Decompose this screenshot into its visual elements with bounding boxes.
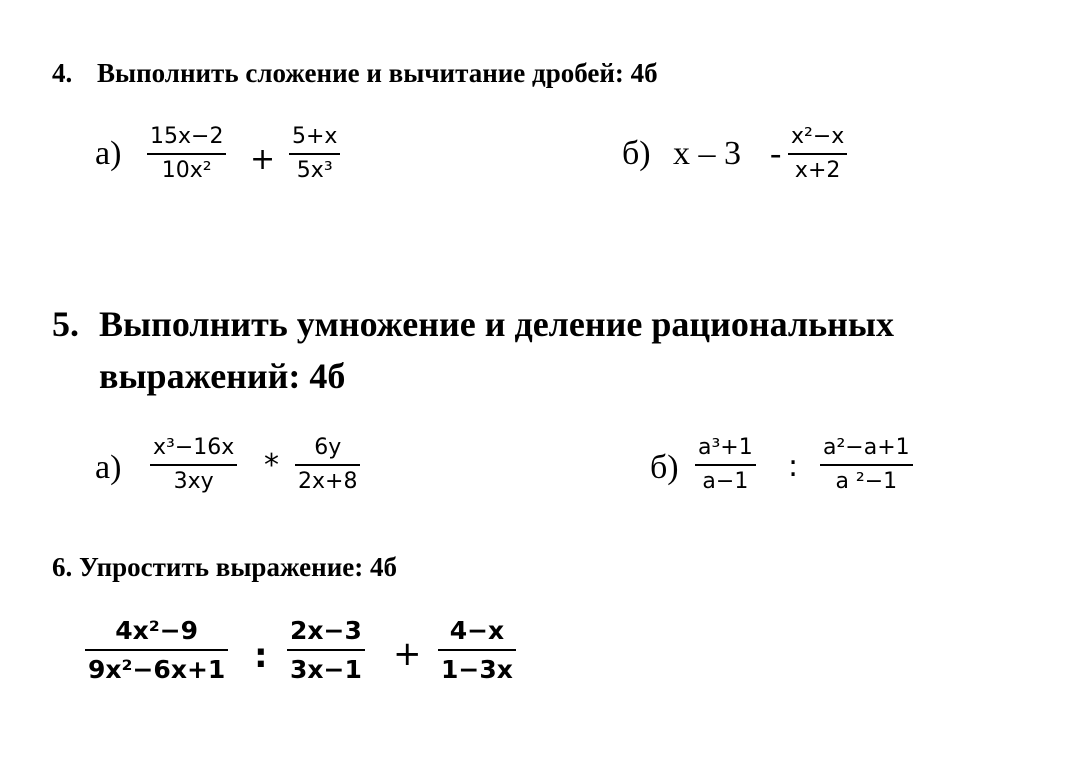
denominator: 5x³: [296, 158, 333, 183]
task6-divide: :: [254, 636, 268, 676]
numerator: 4−x: [449, 616, 505, 645]
task5-a-fraction-2: [295, 437, 360, 493]
task4-b-label: б): [622, 135, 651, 172]
denominator: 2x+8: [298, 469, 358, 494]
task4-b-fraction: [788, 126, 847, 182]
task5-a-label: а): [95, 449, 122, 486]
task4-b-minus: -: [770, 135, 782, 172]
task5-b-divide: :: [788, 449, 799, 484]
task4-number: 4.: [52, 58, 73, 88]
numerator: x²−x: [791, 124, 845, 149]
fraction-bar: [788, 153, 847, 155]
fraction-bar: [289, 153, 340, 155]
task4-b-expression: x – 3: [673, 135, 741, 172]
numerator: a³+1: [698, 435, 753, 460]
fraction-bar: [147, 153, 226, 155]
numerator: 6y: [314, 435, 342, 460]
task6-fraction-2: [287, 618, 365, 682]
task5-b-fraction-2: [820, 437, 913, 493]
fraction-bar: [820, 464, 913, 466]
task5-b-fraction-1: [695, 437, 756, 493]
numerator: x³−16x: [153, 435, 235, 460]
fraction-bar: [438, 649, 516, 651]
task5-title-line1: Выполнить умножение и деление рациональных: [99, 304, 894, 344]
task6-plus: +: [393, 634, 422, 674]
denominator: x+2: [794, 158, 841, 183]
task5-a-fraction-1: [150, 437, 237, 493]
task5-b-label: б): [650, 449, 679, 486]
task4-a-fraction-1: [147, 126, 226, 182]
numerator: 15x−2: [150, 124, 224, 149]
fraction-bar: [85, 649, 228, 651]
numerator: a²−a+1: [823, 435, 910, 460]
task4-a-plus: +: [250, 142, 276, 177]
numerator: 5+x: [292, 124, 338, 149]
denominator: 1−3x: [441, 655, 513, 684]
denominator: 3xy: [173, 469, 214, 494]
task4-a-fraction-2: [289, 126, 340, 182]
numerator: 4x²−9: [115, 616, 199, 645]
numerator: 2x−3: [290, 616, 362, 645]
fraction-bar: [287, 649, 365, 651]
denominator: 9x²−6x+1: [88, 655, 226, 684]
task5-title-line2: выражений: 4б: [99, 356, 346, 396]
denominator: 10x²: [161, 158, 212, 183]
fraction-bar: [695, 464, 756, 466]
task6-title: 6. Упростить выражение: 4б: [52, 552, 397, 582]
fraction-bar: [295, 464, 360, 466]
task5-a-multiply: *: [264, 448, 279, 483]
denominator: a ²−1: [835, 469, 898, 494]
denominator: a−1: [702, 469, 749, 494]
task6-fraction-3: [438, 618, 516, 682]
task4-title: Выполнить сложение и вычитание дробей: 4б: [97, 58, 658, 88]
fraction-bar: [150, 464, 237, 466]
task5-number: 5.: [52, 304, 79, 344]
task6-fraction-1: [85, 618, 228, 682]
task4-a-label: а): [95, 135, 122, 172]
denominator: 3x−1: [290, 655, 362, 684]
